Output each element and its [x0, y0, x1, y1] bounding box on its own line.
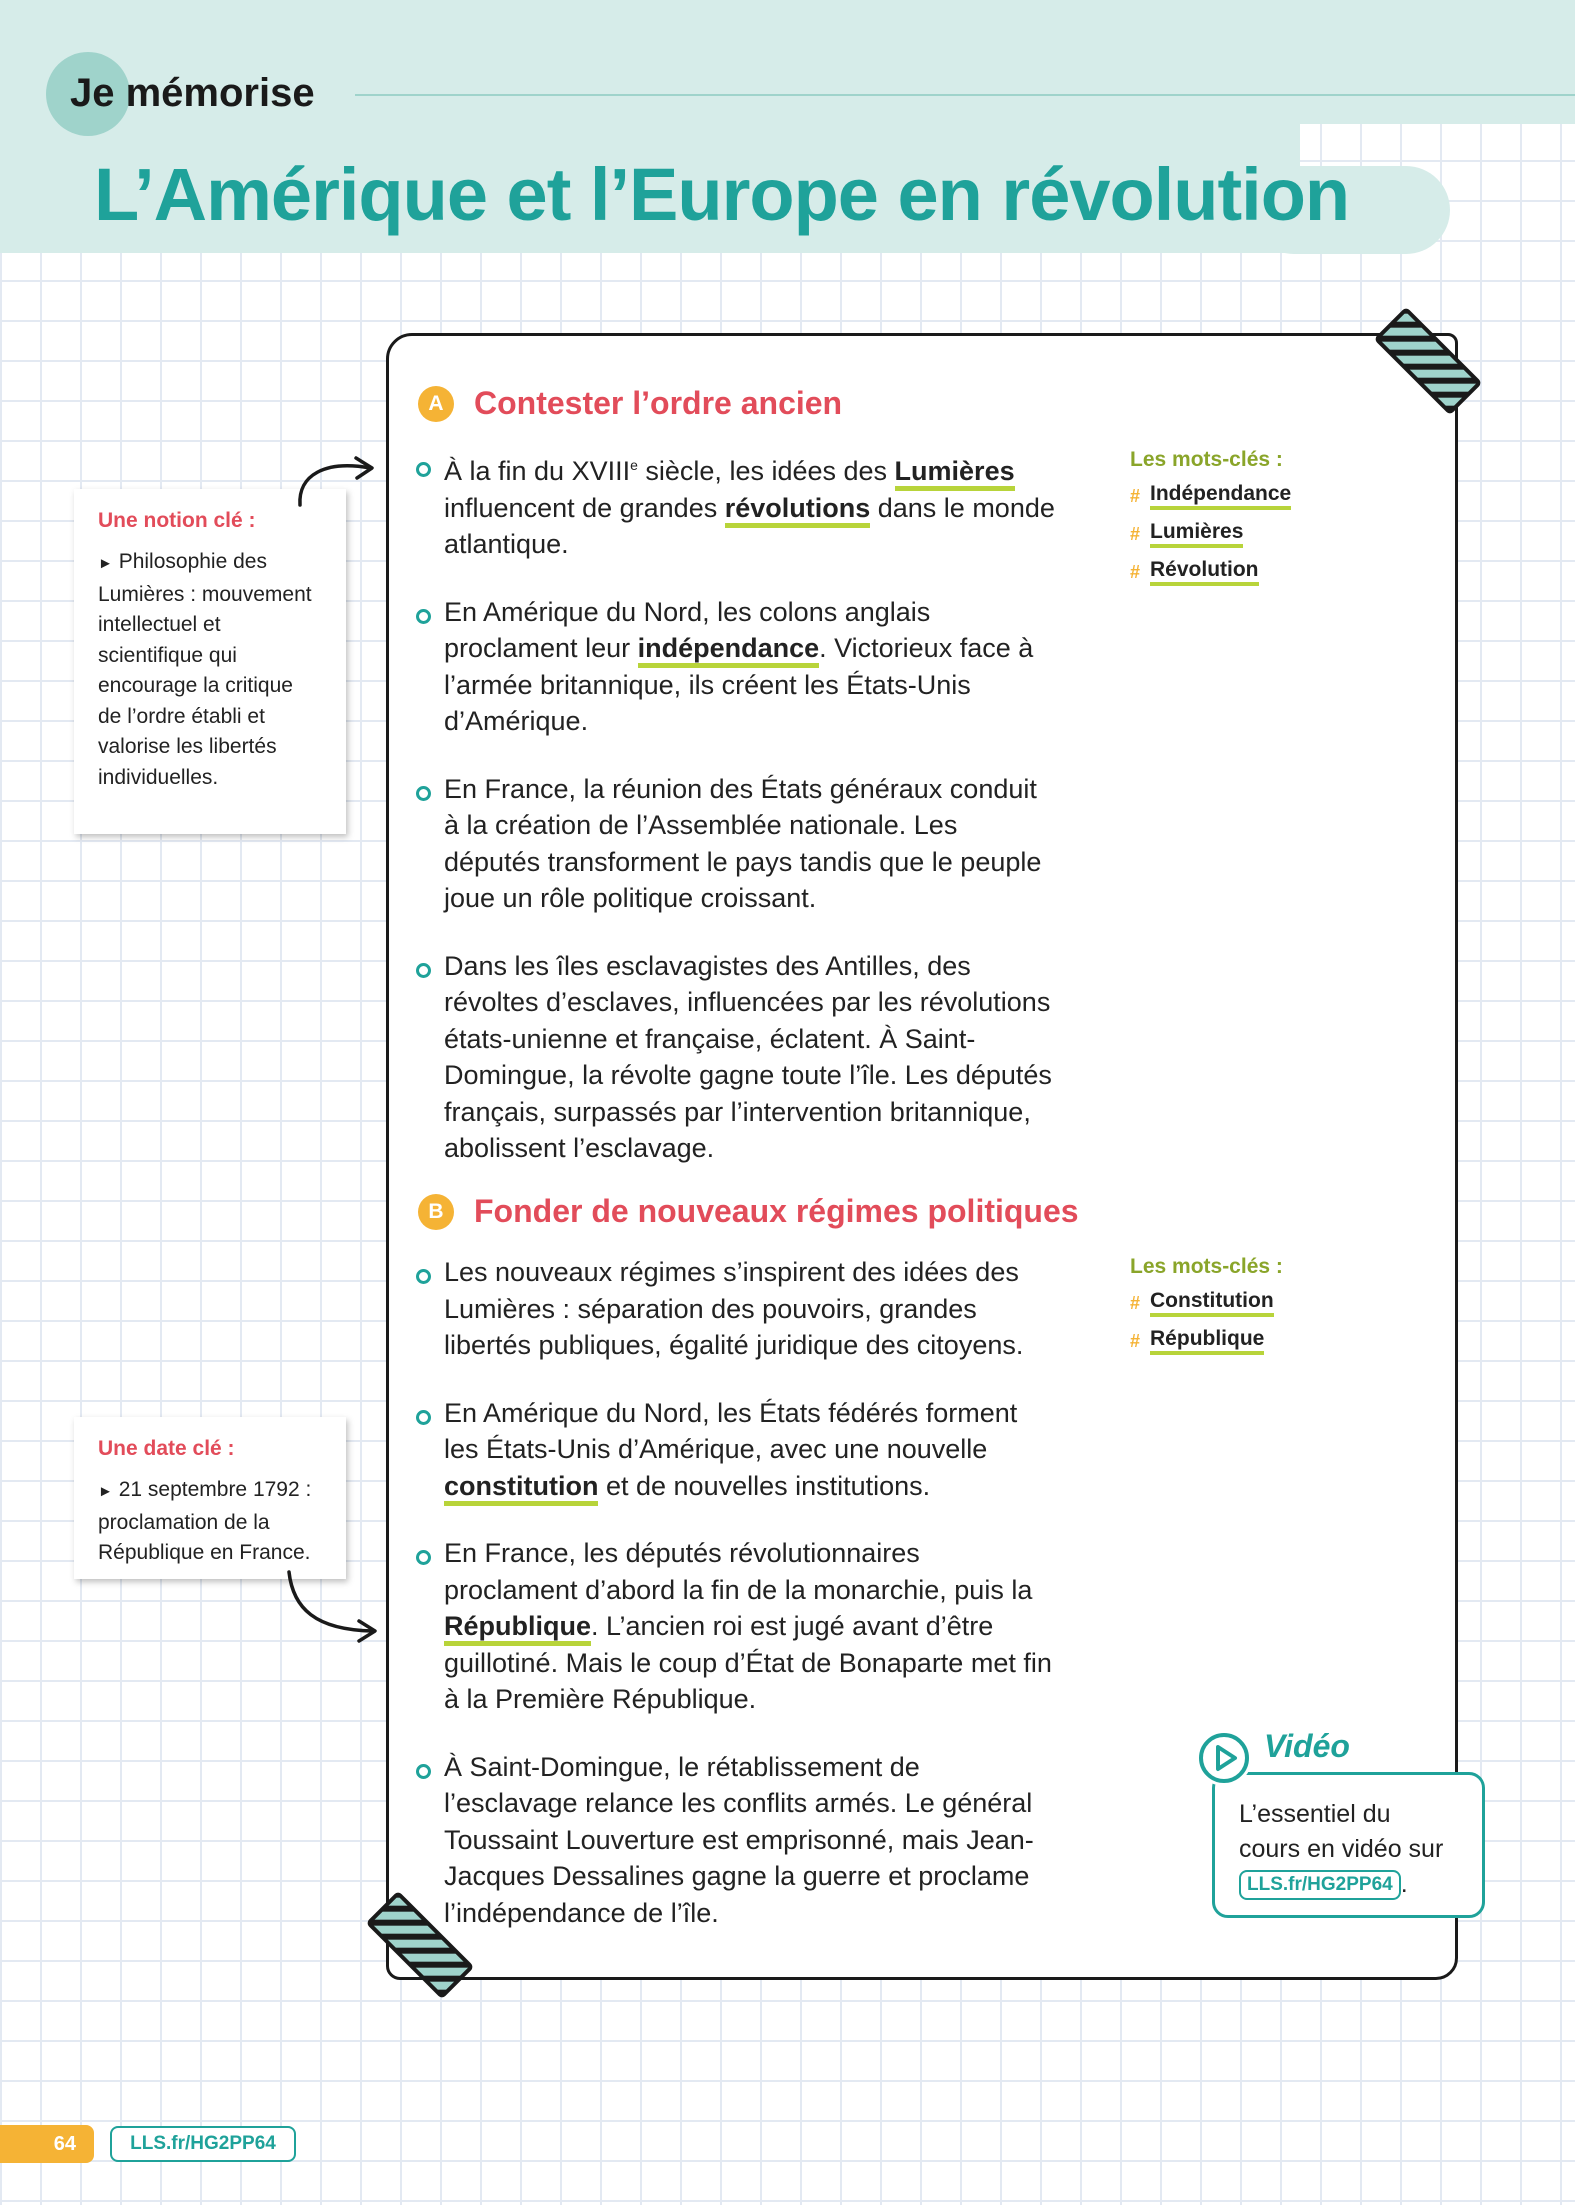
notion-cle-title: Une notion clé :: [98, 509, 256, 532]
keyword-tag[interactable]: # Indépendance: [1130, 482, 1291, 510]
list-item: En France, la réunion des États généraux conduit à la création de l’Assemblée nationale. Les députés transforment le pays tandis que le peuple joue un rôle politique croissant.: [416, 771, 1056, 917]
section-a-bullets: [416, 447, 1056, 1167]
keyword-tag[interactable]: # Révolution: [1130, 558, 1291, 586]
notion-cle-text: ► Philosophie des Lumières : mouvement intellectuel et scientifique qui encourage la critique de l’ordre établi et valorise les libertés individuelles.: [98, 550, 312, 789]
hash-icon: #: [1130, 1330, 1141, 1351]
keyword-lumieres: Lumières: [895, 456, 1015, 491]
keyword-tag[interactable]: # République: [1130, 1327, 1283, 1355]
list-item: En France, les députés révolutionnaires proclament d’abord la fin de la monarchie, puis la République. L’ancien roi est jugé avant d’être guillotiné. Mais le coup d’État de Bonaparte met fin à la Première République.: [416, 1535, 1056, 1718]
section-a-title: Contester l’ordre ancien: [474, 385, 843, 421]
keyword-republique: République: [444, 1611, 591, 1646]
video-title: Vidéo: [1258, 1728, 1356, 1765]
list-item: Dans les îles esclavagistes des Antilles, des révoltes d’esclaves, influencées par les révolutions états-unienne et française, éclatent. À Saint-Domingue, la révolte gagne toute l’île. Les députés français, surpassés par l’intervention britannique, abolissent l’esclavage.: [416, 948, 1056, 1167]
keyword-tag[interactable]: # Constitution: [1130, 1289, 1283, 1317]
hash-icon: #: [1130, 523, 1141, 544]
page-number: 64: [0, 2125, 94, 2163]
notion-cle-note: [74, 489, 346, 834]
date-cle-text: ► 21 septembre 1792 : proclamation de la République en France.: [98, 1478, 312, 1564]
date-cle-title: Une date clé :: [98, 1437, 235, 1460]
section-b-badge: B: [418, 1194, 454, 1230]
section-a-keywords: [1130, 448, 1291, 596]
keywords-title: Les mots-clés :: [1130, 448, 1283, 471]
section-a-heading: [418, 385, 842, 422]
keyword-revolutions: révolutions: [725, 493, 871, 528]
tape-top-right-icon: [1368, 306, 1488, 416]
hash-icon: #: [1130, 561, 1141, 582]
list-item: En Amérique du Nord, les colons anglais proclament leur indépendance. Victorieux face à l’armée britannique, ils créent les États-Unis d’Amérique.: [416, 594, 1056, 740]
header-band-pill: [1300, 38, 1534, 124]
list-item: Les nouveaux régimes s’inspirent des idées des Lumières : séparation des pouvoirs, grandes libertés publiques, égalité juridique des citoyens.: [416, 1254, 1056, 1364]
footer-link[interactable]: LLS.fr/HG2PP64: [110, 2126, 296, 2162]
arrow-to-section-a-icon: [290, 450, 380, 510]
video-callout: [1212, 1772, 1485, 1918]
keyword-independance: indépendance: [638, 633, 820, 668]
hash-icon: #: [1130, 1292, 1141, 1313]
play-icon[interactable]: [1196, 1730, 1252, 1786]
arrow-to-section-b-icon: [285, 1568, 380, 1648]
header-rule: [355, 94, 1575, 96]
list-item: À Saint-Domingue, le rétablissement de l’esclavage relance les conflits armés. Le général Toussaint Louverture est emprisonné, mais Jean-Jacques Dessalines gagne la guerre et proclame l’indépendance de l’île.: [416, 1749, 1056, 1932]
keyword-constitution: constitution: [444, 1471, 598, 1506]
section-b-title: Fonder de nouveaux régimes politiques: [474, 1193, 1079, 1229]
list-item: En Amérique du Nord, les États fédérés forment les États-Unis d’Amérique, avec une nouvelle constitution et de nouvelles institutions.: [416, 1395, 1056, 1505]
video-link[interactable]: LLS.fr/HG2PP64: [1239, 1870, 1401, 1900]
date-cle-note: [74, 1417, 346, 1579]
video-text: L’essentiel du cours en vidéo sur LLS.fr/HG2PP64 .: [1239, 1800, 1444, 1898]
section-b-bullets: [416, 1254, 1056, 1931]
keywords-title: Les mots-clés :: [1130, 1255, 1283, 1278]
list-item: À la fin du XVIIIe siècle, les idées des Lumières influencent de grandes révolutions dans le monde atlantique.: [416, 447, 1056, 563]
hash-icon: #: [1130, 485, 1141, 506]
section-tag: Je mémorise: [70, 71, 315, 115]
page-title: L’Amérique et l’Europe en révolution: [94, 153, 1350, 236]
section-b-heading: [418, 1193, 1079, 1230]
section-b-keywords: [1130, 1255, 1283, 1365]
section-a-badge: A: [418, 386, 454, 422]
keyword-tag[interactable]: # Lumières: [1130, 520, 1291, 548]
